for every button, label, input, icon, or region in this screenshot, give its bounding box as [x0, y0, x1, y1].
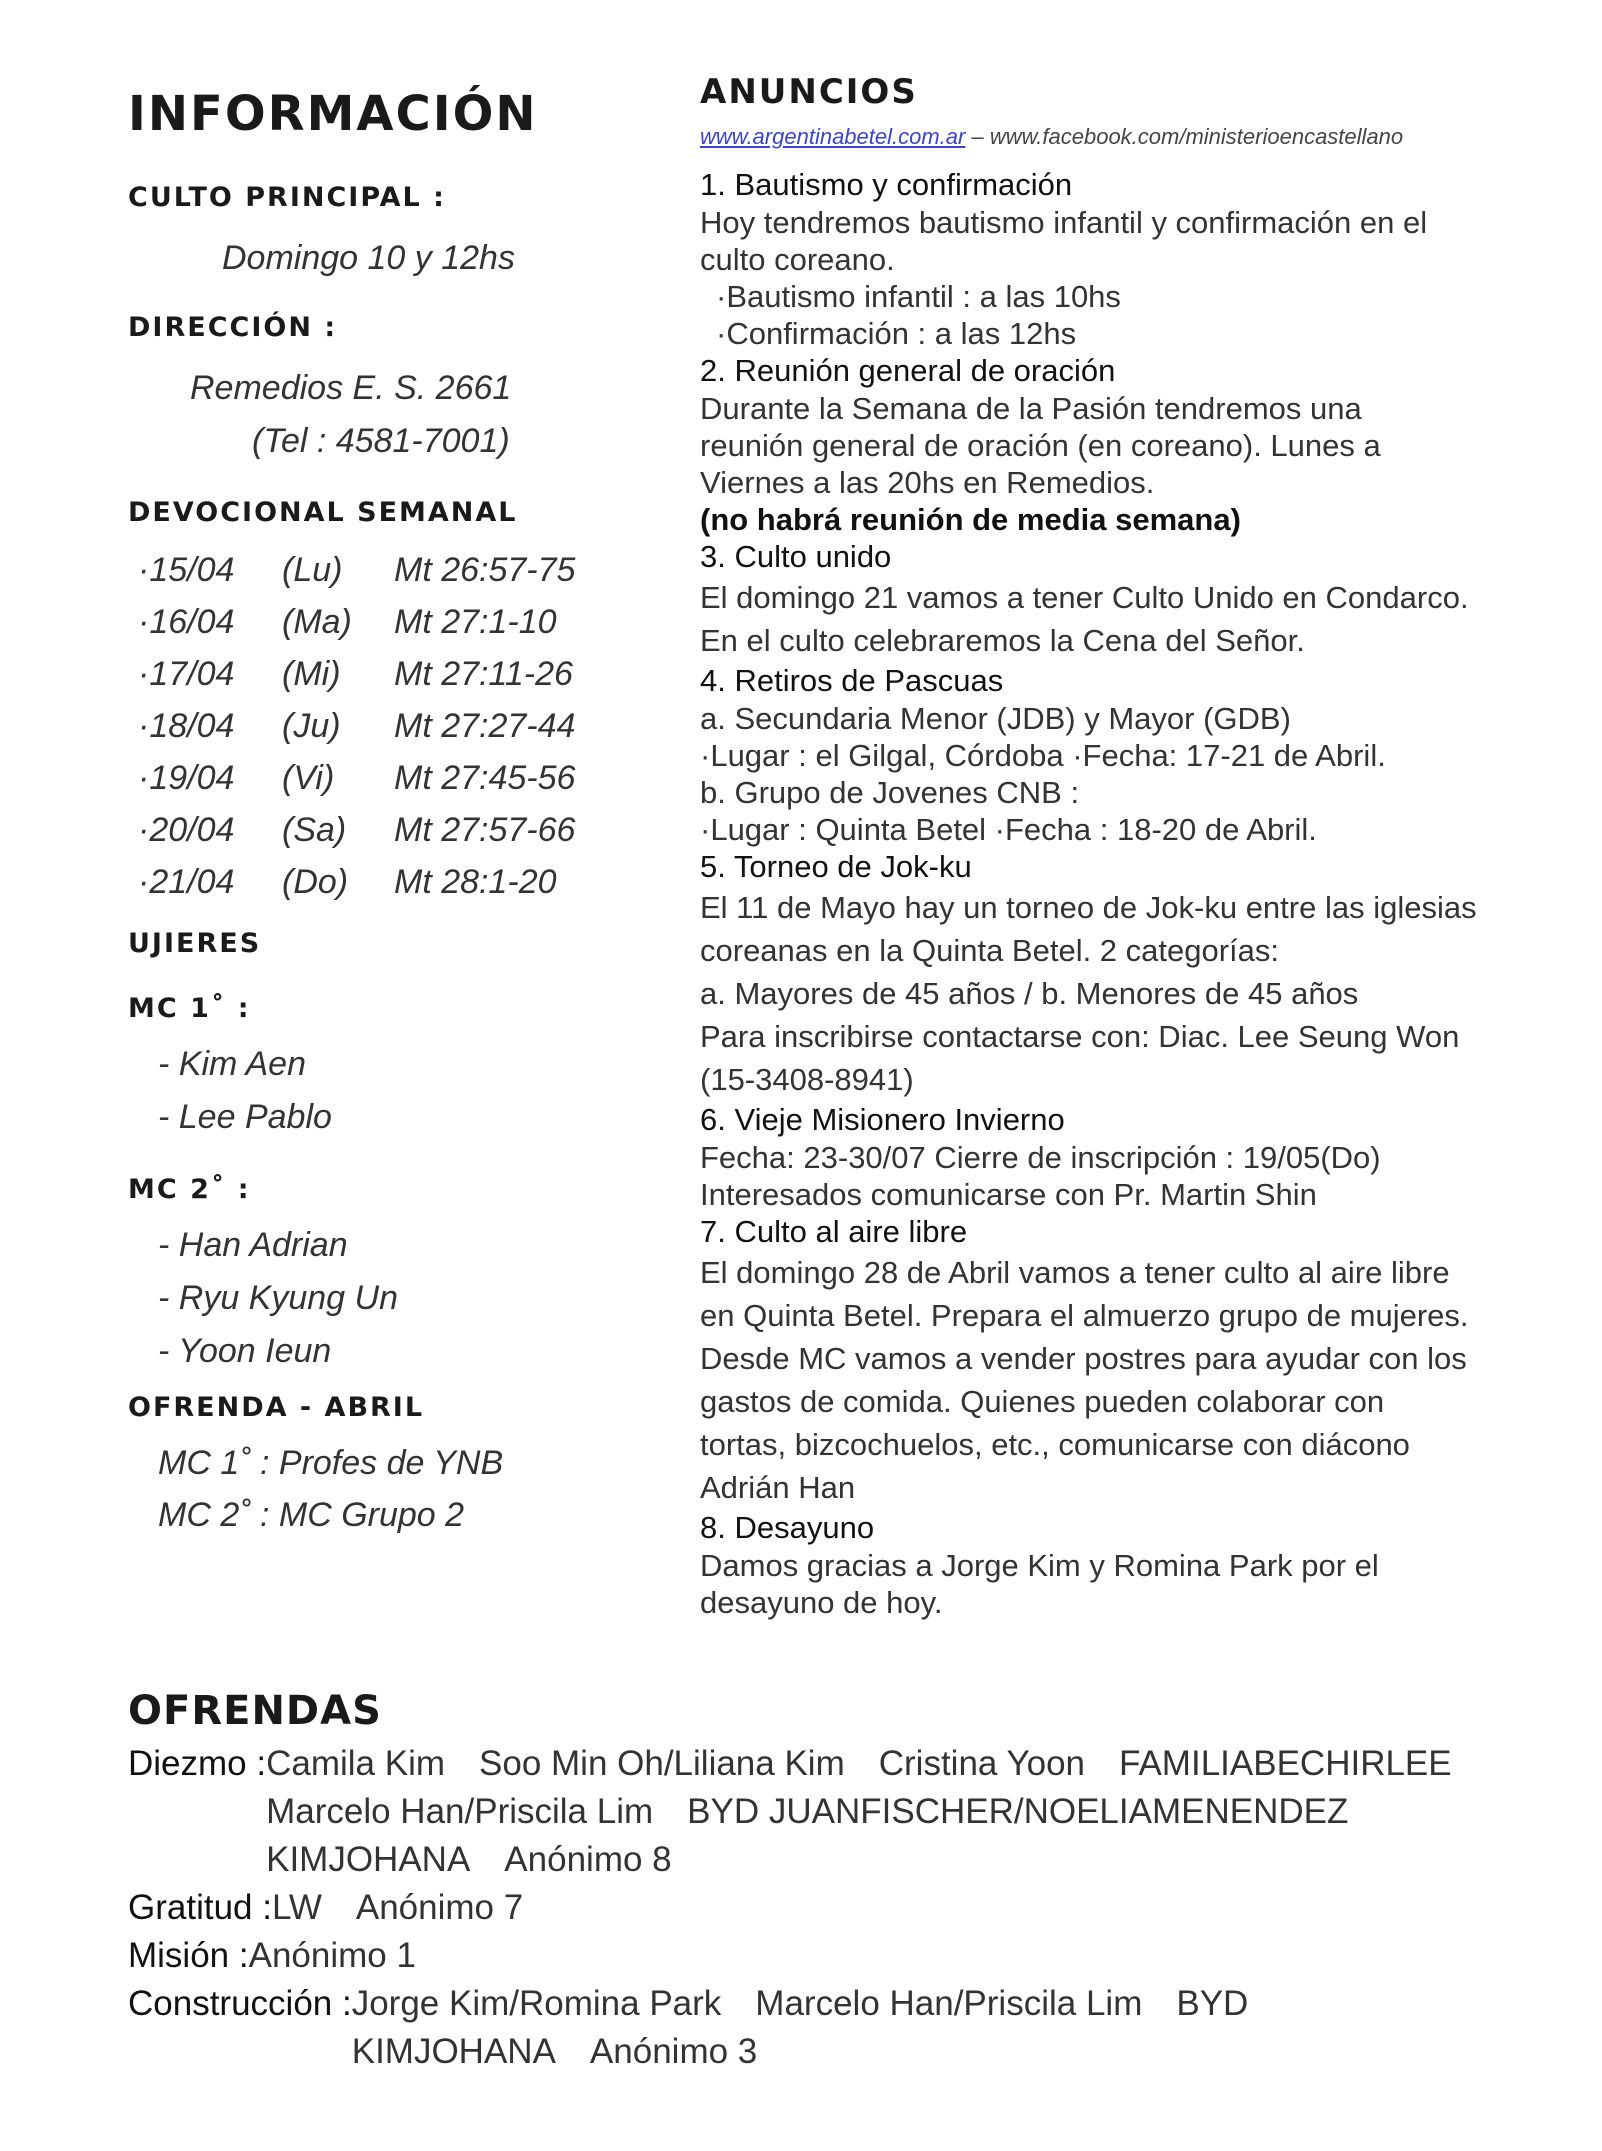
anuncio-heading: 8. Desayuno	[700, 1510, 875, 1545]
anuncio-line: desayuno de hoy.	[700, 1585, 943, 1620]
devocional-ref: Mt 27:1-10	[394, 602, 557, 641]
mc1-list	[158, 1038, 668, 1144]
mc1-label: MC 1˚ :	[128, 993, 251, 1024]
construccion-values	[352, 1980, 1283, 2076]
ofrenda-item: MC 1˚ : Profes de YNB	[158, 1444, 504, 1482]
devocional-day: (Mi)	[282, 654, 341, 693]
devocional-row	[138, 752, 668, 804]
devocional-ref: Mt 28:1-20	[394, 862, 557, 901]
donor-name: Anónimo 3	[589, 2032, 758, 2071]
anuncios-links	[700, 124, 1530, 150]
anuncio-line: El domingo 28 de Abril vamos a tener culto al aire libre	[700, 1255, 1450, 1290]
mc2-item: - Ryu Kyung Un	[158, 1279, 398, 1317]
diezmo-values	[266, 1740, 1486, 1884]
anuncio-line: Para inscribirse contactarse con: Diac. Lee Seung Won	[700, 1019, 1460, 1054]
anuncio-line: a. Secundaria Menor (JDB) y Mayor (GDB)	[700, 701, 1291, 736]
devocional-ref: Mt 27:27-44	[394, 706, 576, 745]
donor-name: Anónimo 1	[248, 1936, 416, 1975]
anuncio-item	[700, 848, 1530, 1101]
donor-name: KIMJOHANA	[266, 1840, 471, 1879]
ujieres-label: UJIERES	[128, 928, 262, 959]
anuncio-heading: 4. Retiros de Pascuas	[700, 663, 1004, 698]
informacion-column	[128, 64, 668, 1541]
anuncio-line: Adrián Han	[700, 1470, 856, 1505]
devocional-ref: Mt 26:57-75	[394, 550, 576, 589]
donor-name: FAMILIABECHIRLEE	[1119, 1744, 1452, 1783]
anuncios-column	[700, 64, 1530, 1621]
link-separator: –	[965, 124, 990, 149]
devocional-label: DEVOCIONAL SEMANAL	[128, 497, 518, 528]
culto-principal-value: Domingo 10 y 12hs	[222, 239, 515, 277]
anuncio-line: (15-3408-8941)	[700, 1062, 914, 1097]
devocional-day: (Vi)	[282, 758, 335, 797]
devocional-date: ·15/04	[138, 550, 235, 589]
ofrenda-item: MC 2˚ : MC Grupo 2	[158, 1496, 465, 1534]
ofrenda-line	[272, 1884, 557, 1932]
anuncio-heading: 5. Torneo de Jok-ku	[700, 849, 972, 884]
anuncio-line: Interesados comunicarse con Pr. Martin Shin	[700, 1177, 1317, 1212]
donor-name: LW	[271, 1888, 322, 1927]
anuncio-heading: 2. Reunión general de oración	[700, 353, 1116, 388]
devocional-date: ·20/04	[138, 810, 235, 849]
anuncio-item	[700, 538, 1530, 662]
ofrendas-section	[128, 1688, 1548, 2076]
mision-values	[249, 1932, 450, 1980]
donor-name: Camila Kim	[266, 1744, 446, 1783]
anuncio-line: culto coreano.	[700, 242, 895, 277]
donor-name: BYD JUANFISCHER/NOELIAMENENDEZ	[687, 1792, 1349, 1831]
diezmo-row	[128, 1740, 1548, 1884]
anuncio-line: El domingo 21 vamos a tener Culto Unido en Condarco.	[700, 580, 1469, 615]
anuncio-heading: 1. Bautismo y confirmación	[700, 167, 1073, 202]
anuncio-line: El 11 de Mayo hay un torneo de Jok-ku entre las iglesias	[700, 890, 1477, 925]
donor-name: Marcelo Han/Priscila Lim	[755, 1984, 1143, 2023]
anuncio-line: reunión general de oración (en coreano). Lunes a	[700, 428, 1381, 463]
donor-name: Anónimo 8	[504, 1840, 672, 1879]
mc1-item: - Kim Aen	[158, 1045, 307, 1083]
direccion-address: Remedios E. S. 2661	[190, 369, 512, 407]
ofrendas-title: OFRENDAS	[128, 1688, 382, 1734]
anuncio-item	[700, 352, 1530, 538]
mision-label: Misión :	[128, 1936, 249, 1975]
devocional-day: (Do)	[282, 862, 349, 901]
anuncio-heading: 3. Culto unido	[700, 539, 892, 574]
anuncio-subline: ·Confirmación : a las 12hs	[716, 316, 1077, 351]
anuncio-line: gastos de comida. Quienes pueden colaborar con	[700, 1384, 1385, 1419]
anuncio-line: b. Grupo de Jovenes CNB :	[700, 775, 1080, 810]
devocional-list	[138, 544, 668, 908]
anuncio-heading: 7. Culto al aire libre	[700, 1214, 968, 1249]
devocional-date: ·18/04	[138, 706, 235, 745]
anuncio-line: a. Mayores de 45 años / b. Menores de 45 años	[700, 976, 1359, 1011]
gratitud-label: Gratitud :	[128, 1888, 272, 1927]
direccion-phone: (Tel : 4581-7001)	[252, 422, 510, 460]
informacion-title: INFORMACIÓN	[128, 86, 538, 142]
anuncio-line: En el culto celebraremos la Cena del Señor.	[700, 623, 1305, 658]
devocional-day: (Lu)	[282, 550, 343, 589]
culto-principal-label: CULTO PRINCIPAL :	[128, 182, 446, 213]
donor-name: Cristina Yoon	[878, 1744, 1086, 1783]
mc2-item: - Yoon Ieun	[158, 1332, 332, 1370]
donor-name: KIMJOHANA	[351, 2032, 556, 2071]
devocional-ref: Mt 27:57-66	[394, 810, 576, 849]
devocional-date: ·16/04	[138, 602, 235, 641]
anuncio-item	[700, 1101, 1530, 1213]
gratitud-values	[272, 1884, 557, 1932]
anuncio-item	[700, 662, 1530, 848]
devocional-date: ·21/04	[138, 862, 235, 901]
anuncio-line: ·Lugar : el Gilgal, Córdoba ·Fecha: 17-21 de Abril.	[700, 738, 1386, 773]
ofrenda-line	[266, 1836, 1486, 1884]
ofrenda-line	[266, 1740, 1486, 1788]
devocional-day: (Ju)	[282, 706, 341, 745]
devocional-row	[138, 804, 668, 856]
ofrenda-line	[352, 2028, 1283, 2076]
anuncio-line: tortas, bizcochuelos, etc., comunicarse con diácono	[700, 1427, 1410, 1462]
devocional-date: ·19/04	[138, 758, 235, 797]
anuncio-item	[700, 1213, 1530, 1509]
devocional-row	[138, 856, 668, 908]
website-link[interactable]: www.argentinabetel.com.ar	[700, 124, 966, 149]
donor-name: Anónimo 7	[355, 1888, 524, 1927]
devocional-date: ·17/04	[138, 654, 235, 693]
construccion-row	[128, 1980, 1548, 2076]
ofrenda-abril-list	[158, 1437, 668, 1541]
anuncio-subline: ·Bautismo infantil : a las 10hs	[716, 279, 1121, 314]
anuncio-line: Damos gracias a Jorge Kim y Romina Park por el	[700, 1548, 1379, 1583]
donor-name: Jorge Kim/Romina Park	[351, 1984, 722, 2023]
anuncios-title: ANUNCIOS	[700, 72, 918, 112]
anuncio-line: ·Lugar : Quinta Betel ·Fecha : 18-20 de Abril.	[700, 812, 1317, 847]
anuncio-line: coreanas en la Quinta Betel. 2 categorías:	[700, 933, 1280, 968]
construccion-label: Construcción :	[128, 1984, 352, 2023]
donor-name: BYD	[1176, 1984, 1249, 2023]
anuncio-item	[700, 166, 1530, 352]
mc2-label: MC 2˚ :	[128, 1174, 251, 1205]
gratitud-row	[128, 1884, 1548, 1932]
ofrenda-abril-label: OFRENDA - ABRIL	[128, 1392, 425, 1423]
devocional-row	[138, 596, 668, 648]
anuncio-line: Hoy tendremos bautismo infantil y confirmación en el	[700, 205, 1428, 240]
devocional-row	[138, 648, 668, 700]
devocional-row	[138, 700, 668, 752]
mc1-item: - Lee Pablo	[158, 1098, 332, 1136]
ofrenda-line	[352, 1980, 1283, 2028]
diezmo-label: Diezmo :	[128, 1744, 267, 1783]
ofrenda-line	[249, 1932, 450, 1980]
donor-name: Marcelo Han/Priscila Lim	[266, 1792, 654, 1831]
mision-row	[128, 1932, 1548, 1980]
anuncio-line: Viernes a las 20hs en Remedios.	[700, 465, 1155, 500]
devocional-row	[138, 544, 668, 596]
anuncio-line: Fecha: 23-30/07 Cierre de inscripción : 19/05(Do)	[700, 1140, 1381, 1175]
ofrenda-line	[266, 1788, 1486, 1836]
donor-name: Soo Min Oh/Liliana Kim	[479, 1744, 845, 1783]
anuncio-line: en Quinta Betel. Prepara el almuerzo grupo de mujeres.	[700, 1298, 1469, 1333]
devocional-day: (Sa)	[282, 810, 347, 849]
mc2-list	[158, 1219, 668, 1378]
devocional-ref: Mt 27:11-26	[394, 654, 573, 693]
devocional-ref: Mt 27:45-56	[394, 758, 576, 797]
anuncio-heading: 6. Vieje Misionero Invierno	[700, 1102, 1065, 1137]
anuncio-note: (no habrá reunión de media semana)	[700, 502, 1241, 537]
anuncio-line: Desde MC vamos a vender postres para ayudar con los	[700, 1341, 1467, 1376]
anuncio-line: Durante la Semana de la Pasión tendremos una	[700, 391, 1362, 426]
direccion-label: DIRECCIÓN :	[128, 312, 338, 343]
anuncios-list	[700, 166, 1530, 1621]
mc2-item: - Han Adrian	[158, 1226, 348, 1264]
facebook-link[interactable]: www.facebook.com/ministerioencastellano	[989, 124, 1404, 149]
devocional-day: (Ma)	[282, 602, 352, 641]
anuncio-item	[700, 1509, 1530, 1621]
